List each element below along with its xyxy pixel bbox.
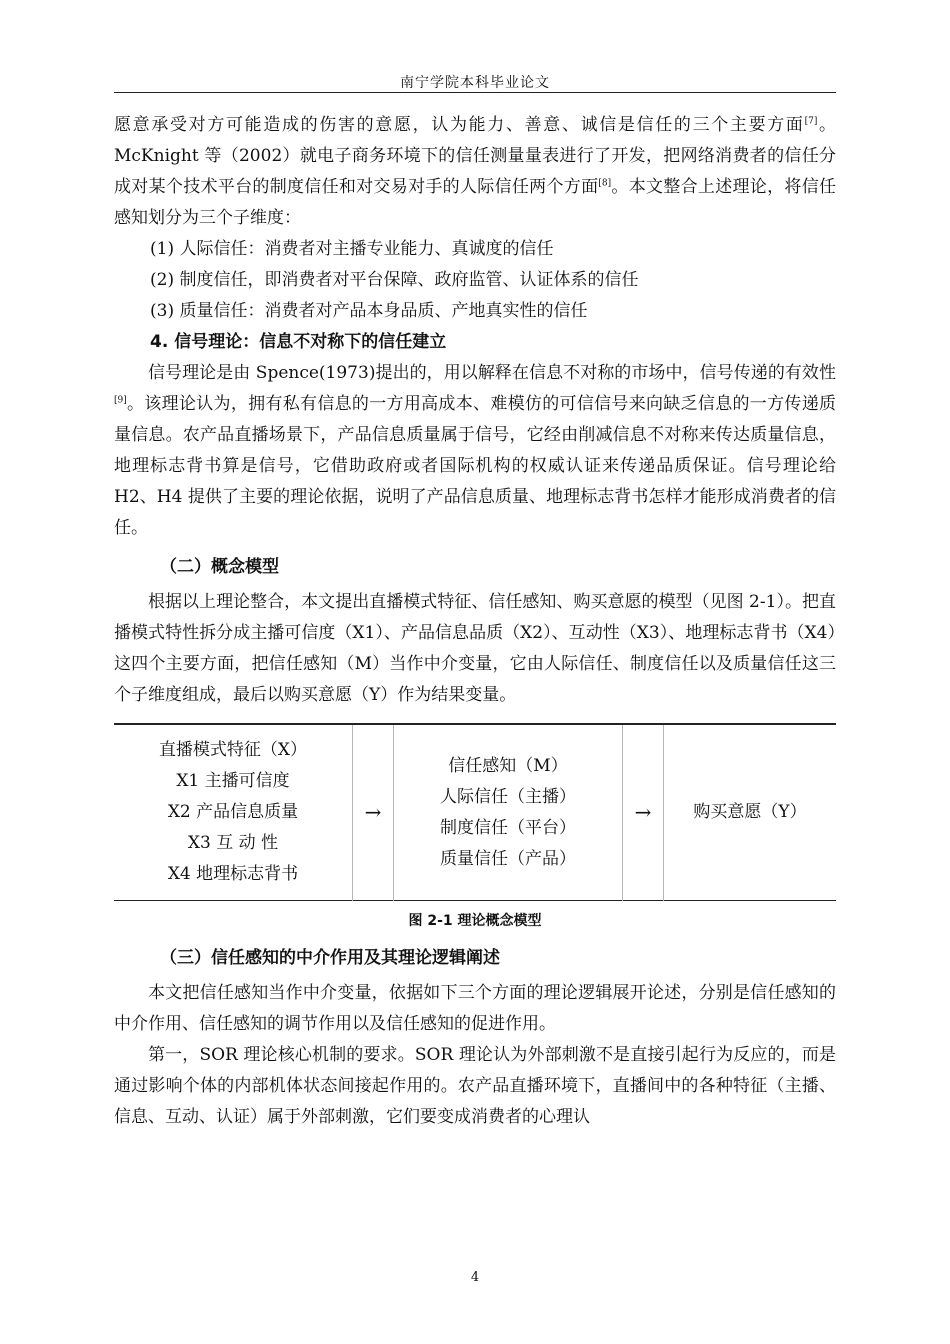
list-item-interpersonal-trust: (1) 人际信任：消费者对主播专业能力、真诚度的信任 xyxy=(150,239,554,259)
header-rule xyxy=(114,92,836,93)
paragraph-text: 信号理论是由 Spence(1973)提出的，用以解释在信息不对称的市场中，信号传递的有效性 xyxy=(148,363,836,383)
citation: [8] xyxy=(598,178,612,189)
paragraph-text: 。本文整合上述理论，将信任感知划分为三个子维度： xyxy=(114,177,837,228)
model-trust-interpersonal: 人际信任（主播） xyxy=(440,786,576,807)
paragraph-trust-theory xyxy=(114,110,836,234)
model-x4: X4 地理标志背书 xyxy=(167,864,299,884)
model-col-purchase-intention: 购买意愿（Y） xyxy=(664,724,837,901)
running-header: 南宁学院本科毕业论文 xyxy=(400,75,550,91)
list-item-institutional-trust: (2) 制度信任，即消费者对平台保障、政府监管、认证体系的信任 xyxy=(150,270,639,290)
model-trust-quality: 质量信任（产品） xyxy=(440,848,576,869)
section-heading-mediation: （三）信任感知的中介作用及其理论逻辑阐述 xyxy=(160,948,500,968)
page-number: 4 xyxy=(470,1270,480,1285)
model-trust-title: 信任感知（M） xyxy=(448,755,568,776)
paragraph-sor-theory: 第一，SOR 理论核心机制的要求。SOR 理论认为外部刺激不是直接引起行为反应的，而是通过影响个体的内部机体状态间接起作用的。农产品直播环境下，直播间中的各种特征（主播、信息、互动、认证）属于外部刺激，它们要变成消费者的心理认 xyxy=(114,1045,836,1127)
model-col-trust xyxy=(394,724,623,901)
paragraph-text: 愿意承受对方可能造成的伤害的意愿，认为能力、善意、诚信是信任的三个主要方面 xyxy=(114,115,805,135)
model-arrow-2: → xyxy=(623,724,664,901)
section-heading-concept-model: （二）概念模型 xyxy=(160,557,279,577)
paragraph-text: 。McKnight 等（2002）就电子商务环境下的信任测量量表进行了开发，把网络消费者的信任分成对某个技术平台的制度信任和对交易对手的人际信任两个方面 xyxy=(114,115,837,197)
model-x1: X1 主播可信度 xyxy=(176,771,290,791)
model-x3: X3 互 动 性 xyxy=(187,833,279,853)
list-item-quality-trust: (3) 质量信任：消费者对产品本身品质、产地真实性的信任 xyxy=(150,301,588,321)
figure-caption: 图 2-1 理论概念模型 xyxy=(408,913,542,929)
paragraph-mediation-intro: 本文把信任感知当作中介变量，依据如下三个方面的理论逻辑展开论述，分别是信任感知的中介作用、信任感知的调节作用以及信任感知的促进作用。 xyxy=(114,983,836,1034)
paragraph-text: 。该理论认为，拥有私有信息的一方用高成本、难模仿的可信信号来向缺乏信息的一方传递质量信息。农产品直播场景下，产品信息质量属于信号，它经由削减信息不对称来传达质量信息，地理标志背书算是信号，它借助政府或者国际机构的权威认证来传递品质保证。信号理论给 H2、H4 提供了主要的理论依据，说明了产品信息质量、地理标志背书怎样才能形成消费者的信任。 xyxy=(114,394,836,538)
citation: [7] xyxy=(804,116,818,127)
paragraph-signal-theory xyxy=(114,358,836,544)
model-live-features-title: 直播模式特征（X） xyxy=(158,740,308,760)
citation: [9] xyxy=(114,395,127,406)
model-arrow-1: → xyxy=(353,724,394,901)
model-x2: X2 产品信息质量 xyxy=(167,802,299,822)
paragraph-concept-model: 根据以上理论整合，本文提出直播模式特征、信任感知、购买意愿的模型（见图 2-1）。把直播模式特性拆分成主播可信度（X1）、产品信息品质（X2）、互动性（X3）、地理标志背书（X4）这四个主要方面，把信任感知（M）当作中介变量，它由人际信任、制度信任以及质量信任这三个子维度组成，最后以购买意愿（Y）作为结果变量。 xyxy=(114,592,836,705)
concept-model-figure xyxy=(114,723,836,901)
page-body xyxy=(114,110,836,1133)
model-trust-institutional: 制度信任（平台） xyxy=(440,817,576,838)
model-col-live-features xyxy=(114,724,353,901)
subheading-signal-theory: 4. 信号理论：信息不对称下的信任建立 xyxy=(150,332,447,352)
